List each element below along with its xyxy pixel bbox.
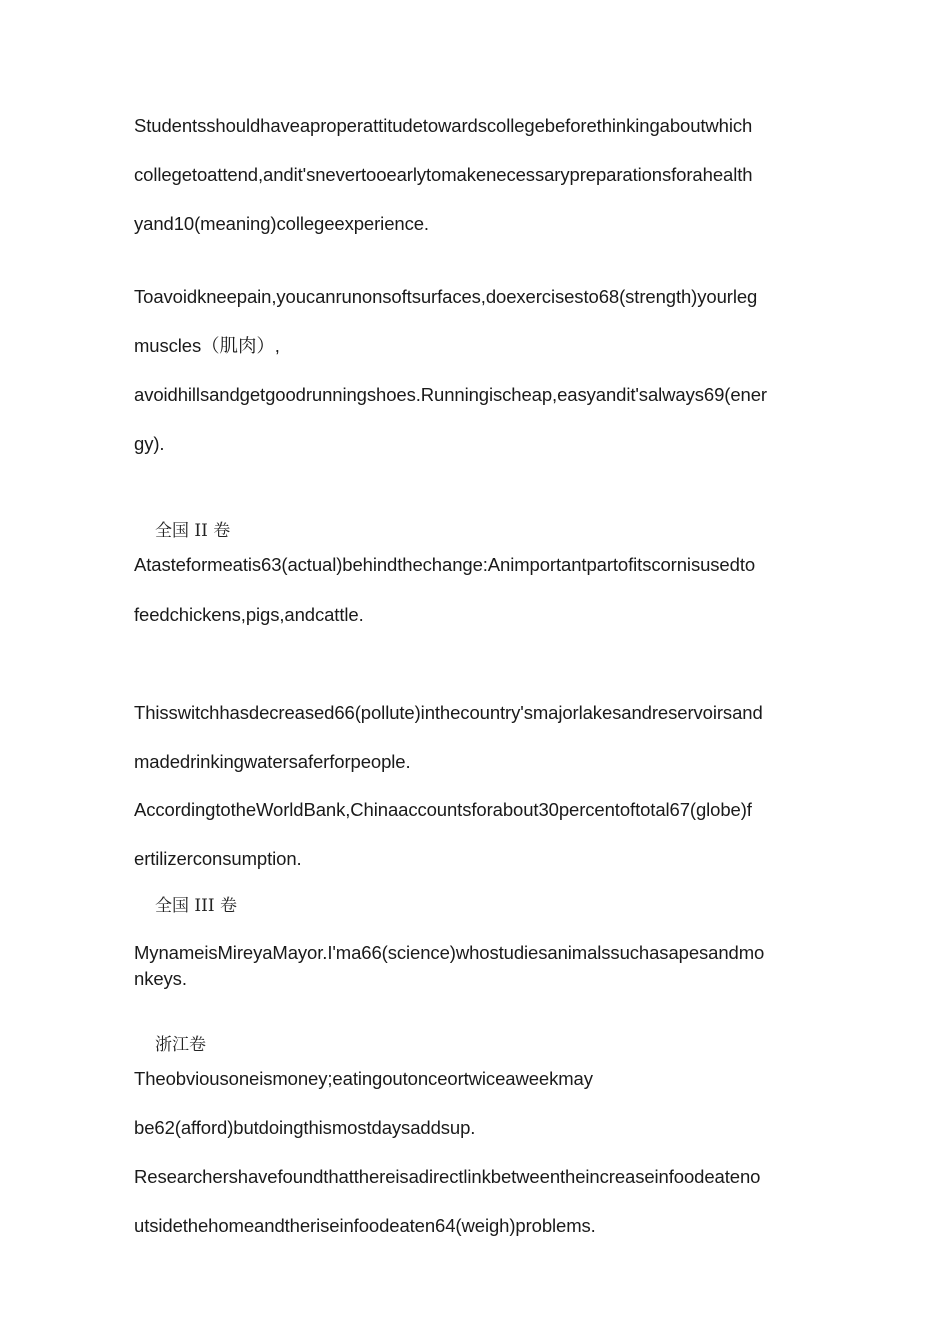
text-line: AccordingtotheWorldBank,Chinaaccountsforabout30percentoftotal67(globe)f — [134, 799, 752, 820]
text-line: Researchershavefoundthatthereisadirectlinkbetweentheincreaseinfoodeateno — [134, 1166, 761, 1187]
text-line: MynameisMireyaMayor.I'ma66(science)whostudiesanimalssuchasapesandmo — [134, 942, 765, 963]
text-line: Studentsshouldhaveaproperattitudetowardscollegebeforethinkingaboutwhich — [134, 115, 753, 136]
text-line: feedchickens,pigs,andcattle. — [134, 604, 364, 625]
text-line: ertilizerconsumption. — [134, 848, 302, 869]
text-line: be62(afford)butdoingthismostdaysaddsup. — [134, 1117, 476, 1138]
text-line: Thisswitchhasdecreased66(pollute)inthecountry'smajorlakesandreservoirsand — [134, 702, 763, 723]
text-line: utsidethehomeandtheriseinfoodeaten64(weigh)problems. — [134, 1215, 596, 1236]
text-line: muscles（肌肉）, — [134, 335, 280, 356]
text-line: avoidhillsandgetgoodrunningshoes.Runningischeap,easyandit'salways69(ener — [134, 384, 767, 405]
text-line: madedrinkingwatersaferforpeople. — [134, 751, 411, 772]
section-heading-national-iii: 全国 III 卷 — [155, 896, 237, 916]
text-line: Theobviousoneismoney;eatingoutonceortwiceaweekmay — [134, 1068, 593, 1089]
text-line: Toavoidkneepain,youcanrunonsoftsurfaces,doexercisesto68(strength)yourleg — [134, 286, 758, 307]
text-line: yand10(meaning)collegeexperience. — [134, 213, 429, 234]
text-line: Atasteformeatis63(actual)behindthechange:Animportantpartofitscornisusedto — [134, 554, 756, 575]
text-line: collegetoattend,andit'snevertooearlytomakenecessarypreparationsforahealth — [134, 164, 753, 185]
section-heading-national-ii: 全国 II 卷 — [155, 521, 231, 541]
section-heading-zhejiang: 浙江卷 — [155, 1035, 206, 1055]
text-line: gy). — [134, 433, 165, 454]
text-line: nkeys. — [134, 968, 187, 989]
